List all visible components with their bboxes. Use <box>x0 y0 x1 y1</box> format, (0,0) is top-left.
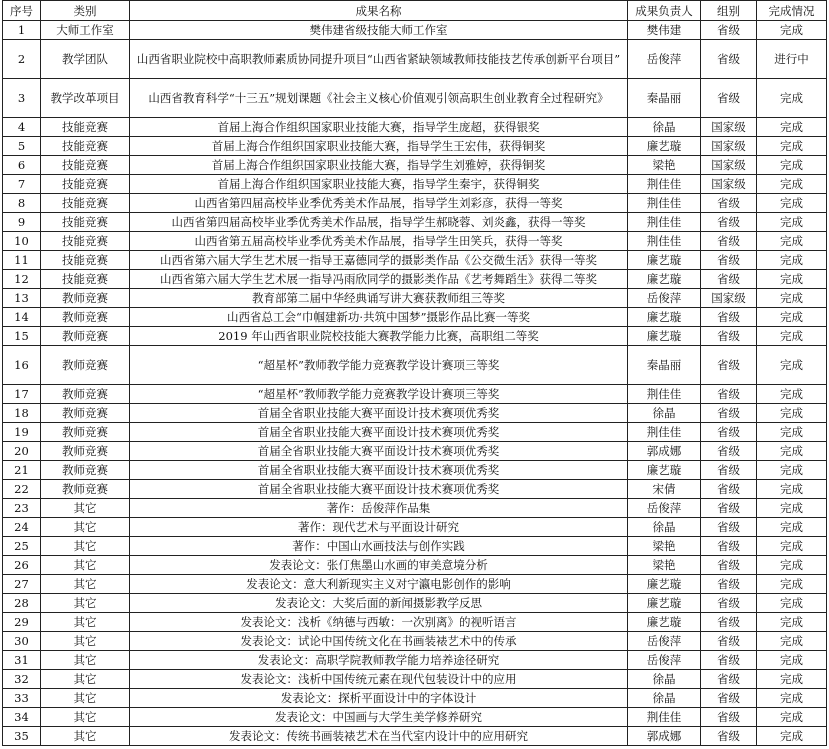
cell-level: 省级 <box>701 651 757 670</box>
cell-level: 省级 <box>701 499 757 518</box>
cell-title: 首届全省职业技能大赛平面设计技术赛项优秀奖 <box>130 461 628 480</box>
cell-no: 27 <box>3 575 41 594</box>
cell-no: 15 <box>3 327 41 346</box>
cell-owner: 廉艺璇 <box>628 270 701 289</box>
cell-level: 省级 <box>701 594 757 613</box>
cell-level: 省级 <box>701 556 757 575</box>
cell-no: 25 <box>3 537 41 556</box>
cell-no: 30 <box>3 632 41 651</box>
cell-status: 完成 <box>757 232 827 251</box>
cell-level: 省级 <box>701 251 757 270</box>
cell-status: 完成 <box>757 404 827 423</box>
table-row <box>3 21 827 40</box>
cell-no: 29 <box>3 613 41 632</box>
cell-owner: 廉艺璇 <box>628 461 701 480</box>
cell-level: 省级 <box>701 270 757 289</box>
table-row <box>3 613 827 632</box>
cell-no: 11 <box>3 251 41 270</box>
cell-status: 完成 <box>757 651 827 670</box>
cell-title: 首届全省职业技能大赛平面设计技术赛项优秀奖 <box>130 442 628 461</box>
cell-level: 国家级 <box>701 156 757 175</box>
cell-category: 技能竞赛 <box>41 270 130 289</box>
cell-status: 完成 <box>757 518 827 537</box>
cell-status: 完成 <box>757 537 827 556</box>
cell-owner: 徐晶 <box>628 118 701 137</box>
cell-no: 6 <box>3 156 41 175</box>
cell-status: 完成 <box>757 194 827 213</box>
cell-owner: 廉艺璇 <box>628 327 701 346</box>
cell-status: 完成 <box>757 670 827 689</box>
cell-owner: 荆佳佳 <box>628 213 701 232</box>
table-row <box>3 40 827 79</box>
cell-no: 4 <box>3 118 41 137</box>
cell-status: 完成 <box>757 175 827 194</box>
cell-owner: 梁艳 <box>628 537 701 556</box>
cell-title: 首届全省职业技能大赛平面设计技术赛项优秀奖 <box>130 480 628 499</box>
header-category: 类别 <box>41 1 130 21</box>
cell-title: 发表论文：张仃焦墨山水画的审美意境分析 <box>130 556 628 575</box>
cell-status: 完成 <box>757 156 827 175</box>
cell-no: 34 <box>3 708 41 727</box>
cell-category: 技能竞赛 <box>41 156 130 175</box>
cell-category: 教师竞赛 <box>41 461 130 480</box>
cell-title: 发表论文：浅析中国传统元素在现代包装设计中的应用 <box>130 670 628 689</box>
cell-no: 9 <box>3 213 41 232</box>
table-row <box>3 385 827 404</box>
table-row <box>3 423 827 442</box>
cell-owner: 郭成娜 <box>628 442 701 461</box>
header-title: 成果名称 <box>130 1 628 21</box>
table-row <box>3 651 827 670</box>
cell-no: 33 <box>3 689 41 708</box>
table-row <box>3 442 827 461</box>
cell-level: 省级 <box>701 423 757 442</box>
header-no: 序号 <box>3 1 41 21</box>
cell-status: 完成 <box>757 213 827 232</box>
cell-category: 大师工作室 <box>41 21 130 40</box>
cell-status: 进行中 <box>757 40 827 79</box>
cell-category: 其它 <box>41 613 130 632</box>
cell-level: 省级 <box>701 442 757 461</box>
table-row <box>3 175 827 194</box>
cell-owner: 宋倩 <box>628 480 701 499</box>
cell-no: 8 <box>3 194 41 213</box>
table-row <box>3 689 827 708</box>
cell-no: 24 <box>3 518 41 537</box>
cell-category: 教师竞赛 <box>41 480 130 499</box>
cell-status: 完成 <box>757 346 827 385</box>
cell-status: 完成 <box>757 289 827 308</box>
cell-owner: 岳俊萍 <box>628 289 701 308</box>
cell-status: 完成 <box>757 613 827 632</box>
table-row <box>3 289 827 308</box>
cell-title: 山西省第五届高校毕业季优秀美术作品展，指导学生田笑兵，获得一等奖 <box>130 232 628 251</box>
cell-title: 发表论文：探析平面设计中的字体设计 <box>130 689 628 708</box>
table-row <box>3 156 827 175</box>
cell-owner: 徐晶 <box>628 404 701 423</box>
cell-no: 14 <box>3 308 41 327</box>
cell-no: 7 <box>3 175 41 194</box>
table-row <box>3 537 827 556</box>
cell-title: 樊伟建省级技能大师工作室 <box>130 21 628 40</box>
cell-category: 教师竞赛 <box>41 442 130 461</box>
cell-level: 省级 <box>701 21 757 40</box>
cell-category: 教师竞赛 <box>41 385 130 404</box>
cell-category: 其它 <box>41 518 130 537</box>
cell-category: 技能竞赛 <box>41 251 130 270</box>
table-row <box>3 727 827 746</box>
cell-no: 5 <box>3 137 41 156</box>
table-row <box>3 556 827 575</box>
cell-category: 技能竞赛 <box>41 232 130 251</box>
cell-level: 省级 <box>701 346 757 385</box>
table-header <box>3 1 827 21</box>
cell-status: 完成 <box>757 137 827 156</box>
cell-title: 山西省第六届大学生艺术展一指导冯雨欣同学的摄影类作品《艺考舞蹈生》获得二等奖 <box>130 270 628 289</box>
cell-no: 3 <box>3 79 41 118</box>
cell-level: 省级 <box>701 708 757 727</box>
cell-no: 35 <box>3 727 41 746</box>
cell-level: 省级 <box>701 613 757 632</box>
table-row <box>3 327 827 346</box>
cell-owner: 廉艺璇 <box>628 251 701 270</box>
header-row <box>3 1 827 21</box>
cell-category: 教学改革项目 <box>41 79 130 118</box>
cell-category: 其它 <box>41 727 130 746</box>
table-row <box>3 118 827 137</box>
cell-title: 著作：中国山水画技法与创作实践 <box>130 537 628 556</box>
cell-level: 省级 <box>701 79 757 118</box>
cell-owner: 徐晶 <box>628 689 701 708</box>
cell-level: 省级 <box>701 727 757 746</box>
cell-category: 其它 <box>41 499 130 518</box>
cell-owner: 廉艺璇 <box>628 575 701 594</box>
cell-level: 省级 <box>701 404 757 423</box>
cell-title: 山西省教育科学“十三五”规划课题《社会主义核心价值观引领高职生创业教育全过程研究》 <box>130 79 628 118</box>
cell-title: 发表论文：大奖后面的新闻摄影教学反思 <box>130 594 628 613</box>
cell-status: 完成 <box>757 385 827 404</box>
cell-level: 省级 <box>701 232 757 251</box>
cell-no: 10 <box>3 232 41 251</box>
cell-title: 2019 年山西省职业院校技能大赛教学能力比赛，高职组二等奖 <box>130 327 628 346</box>
table-row <box>3 499 827 518</box>
cell-owner: 廉艺璇 <box>628 308 701 327</box>
cell-title: 发表论文：高职学院教师教学能力培养途径研究 <box>130 651 628 670</box>
cell-level: 省级 <box>701 40 757 79</box>
cell-title: 山西省第六届大学生艺术展一指导王嘉德同学的摄影类作品《公交微生活》获得一等奖 <box>130 251 628 270</box>
cell-owner: 岳俊萍 <box>628 632 701 651</box>
cell-category: 教师竞赛 <box>41 423 130 442</box>
table-row <box>3 251 827 270</box>
cell-status: 完成 <box>757 423 827 442</box>
cell-owner: 岳俊萍 <box>628 499 701 518</box>
cell-category: 其它 <box>41 708 130 727</box>
achievements-table <box>2 0 827 746</box>
cell-level: 省级 <box>701 632 757 651</box>
cell-no: 28 <box>3 594 41 613</box>
cell-level: 省级 <box>701 689 757 708</box>
cell-status: 完成 <box>757 480 827 499</box>
cell-no: 21 <box>3 461 41 480</box>
table-row <box>3 404 827 423</box>
cell-owner: 荆佳佳 <box>628 194 701 213</box>
cell-level: 省级 <box>701 213 757 232</box>
cell-title: 发表论文：传统书画装裱艺术在当代室内设计中的应用研究 <box>130 727 628 746</box>
cell-level: 国家级 <box>701 118 757 137</box>
cell-category: 技能竞赛 <box>41 175 130 194</box>
cell-status: 完成 <box>757 594 827 613</box>
cell-title: 首届上海合作组织国家职业技能大赛，指导学生秦宇，获得铜奖 <box>130 175 628 194</box>
cell-category: 其它 <box>41 537 130 556</box>
cell-title: 著作：现代艺术与平面设计研究 <box>130 518 628 537</box>
table-row <box>3 594 827 613</box>
cell-level: 省级 <box>701 308 757 327</box>
header-owner: 成果负责人 <box>628 1 701 21</box>
cell-owner: 岳俊萍 <box>628 651 701 670</box>
cell-owner: 徐晶 <box>628 518 701 537</box>
table-row <box>3 708 827 727</box>
cell-category: 教师竞赛 <box>41 327 130 346</box>
cell-title: 发表论文：浅析《纳德与西敏：一次别离》的视听语言 <box>130 613 628 632</box>
cell-title: 发表论文：意大利新现实主义对宁瀛电影创作的影响 <box>130 575 628 594</box>
cell-status: 完成 <box>757 118 827 137</box>
cell-status: 完成 <box>757 442 827 461</box>
table-row <box>3 270 827 289</box>
cell-status: 完成 <box>757 689 827 708</box>
cell-category: 其它 <box>41 651 130 670</box>
cell-owner: 荆佳佳 <box>628 423 701 442</box>
cell-status: 完成 <box>757 727 827 746</box>
cell-no: 32 <box>3 670 41 689</box>
table-row <box>3 670 827 689</box>
cell-status: 完成 <box>757 308 827 327</box>
cell-title: 发表论文：试论中国传统文化在书画装裱艺术中的传承 <box>130 632 628 651</box>
cell-owner: 郭成娜 <box>628 727 701 746</box>
table-body <box>3 21 827 746</box>
cell-category: 教师竞赛 <box>41 289 130 308</box>
cell-status: 完成 <box>757 575 827 594</box>
cell-status: 完成 <box>757 708 827 727</box>
cell-no: 16 <box>3 346 41 385</box>
cell-status: 完成 <box>757 632 827 651</box>
cell-no: 22 <box>3 480 41 499</box>
table-row <box>3 308 827 327</box>
cell-owner: 秦晶丽 <box>628 346 701 385</box>
cell-owner: 徐晶 <box>628 670 701 689</box>
cell-title: 教育部第二届中华经典诵写讲大赛获教师组三等奖 <box>130 289 628 308</box>
cell-title: 首届上海合作组织国家职业技能大赛，指导学生王宏伟，获得铜奖 <box>130 137 628 156</box>
cell-category: 其它 <box>41 689 130 708</box>
cell-title: 首届全省职业技能大赛平面设计技术赛项优秀奖 <box>130 404 628 423</box>
cell-owner: 樊伟建 <box>628 21 701 40</box>
cell-title: “超星杯”教师教学能力竞赛教学设计赛项三等奖 <box>130 385 628 404</box>
table-row <box>3 346 827 385</box>
cell-level: 省级 <box>701 327 757 346</box>
cell-category: 技能竞赛 <box>41 137 130 156</box>
cell-title: 山西省总工会“巾帼建新功·共筑中国梦”摄影作品比赛一等奖 <box>130 308 628 327</box>
table-row <box>3 213 827 232</box>
cell-owner: 秦晶丽 <box>628 79 701 118</box>
cell-category: 技能竞赛 <box>41 213 130 232</box>
cell-title: 首届上海合作组织国家职业技能大赛，指导学生庞超，获得银奖 <box>130 118 628 137</box>
cell-no: 18 <box>3 404 41 423</box>
cell-level: 国家级 <box>701 289 757 308</box>
cell-owner: 荆佳佳 <box>628 175 701 194</box>
cell-level: 国家级 <box>701 175 757 194</box>
table-row <box>3 194 827 213</box>
cell-level: 省级 <box>701 575 757 594</box>
cell-level: 省级 <box>701 537 757 556</box>
cell-no: 12 <box>3 270 41 289</box>
cell-owner: 岳俊萍 <box>628 40 701 79</box>
table-row <box>3 575 827 594</box>
cell-title: 山西省职业院校中高职教师素质协同提升项目“山西省紧缺领域教师技能技艺传承创新平台项目” <box>130 40 628 79</box>
cell-category: 其它 <box>41 575 130 594</box>
cell-category: 技能竞赛 <box>41 194 130 213</box>
cell-status: 完成 <box>757 270 827 289</box>
cell-owner: 荆佳佳 <box>628 385 701 404</box>
cell-owner: 梁艳 <box>628 556 701 575</box>
cell-title: 山西省第四届高校毕业季优秀美术作品展，指导学生郝晓蓉、刘炎鑫，获得一等奖 <box>130 213 628 232</box>
cell-status: 完成 <box>757 327 827 346</box>
header-status: 完成情况 <box>757 1 827 21</box>
cell-owner: 梁艳 <box>628 156 701 175</box>
table-row <box>3 232 827 251</box>
table-row <box>3 137 827 156</box>
cell-category: 教师竞赛 <box>41 404 130 423</box>
cell-status: 完成 <box>757 79 827 118</box>
cell-title: 著作：岳俊萍作品集 <box>130 499 628 518</box>
cell-title: 山西省第四届高校毕业季优秀美术作品展，指导学生刘彩彦，获得一等奖 <box>130 194 628 213</box>
cell-title: “超星杯”教师教学能力竞赛教学设计赛项三等奖 <box>130 346 628 385</box>
cell-level: 省级 <box>701 670 757 689</box>
table-row <box>3 79 827 118</box>
cell-status: 完成 <box>757 556 827 575</box>
cell-category: 技能竞赛 <box>41 118 130 137</box>
cell-status: 完成 <box>757 251 827 270</box>
cell-status: 完成 <box>757 21 827 40</box>
cell-no: 13 <box>3 289 41 308</box>
cell-owner: 廉艺璇 <box>628 594 701 613</box>
cell-no: 17 <box>3 385 41 404</box>
cell-category: 教师竞赛 <box>41 346 130 385</box>
cell-owner: 廉艺璇 <box>628 613 701 632</box>
table-row <box>3 461 827 480</box>
cell-category: 其它 <box>41 556 130 575</box>
cell-no: 1 <box>3 21 41 40</box>
cell-category: 教师竞赛 <box>41 308 130 327</box>
cell-no: 20 <box>3 442 41 461</box>
cell-owner: 廉艺璇 <box>628 137 701 156</box>
cell-category: 其它 <box>41 670 130 689</box>
cell-category: 其它 <box>41 594 130 613</box>
cell-no: 23 <box>3 499 41 518</box>
cell-title: 首届上海合作组织国家职业技能大赛，指导学生刘雅婷，获得铜奖 <box>130 156 628 175</box>
cell-no: 26 <box>3 556 41 575</box>
cell-level: 省级 <box>701 480 757 499</box>
table-row <box>3 480 827 499</box>
cell-category: 其它 <box>41 632 130 651</box>
cell-no: 2 <box>3 40 41 79</box>
cell-status: 完成 <box>757 499 827 518</box>
cell-level: 国家级 <box>701 137 757 156</box>
cell-owner: 荆佳佳 <box>628 708 701 727</box>
table-row <box>3 632 827 651</box>
cell-status: 完成 <box>757 461 827 480</box>
cell-category: 教学团队 <box>41 40 130 79</box>
cell-no: 31 <box>3 651 41 670</box>
cell-level: 省级 <box>701 385 757 404</box>
cell-level: 省级 <box>701 194 757 213</box>
table-row <box>3 518 827 537</box>
header-level: 组别 <box>701 1 757 21</box>
cell-no: 19 <box>3 423 41 442</box>
cell-title: 发表论文：中国画与大学生美学修养研究 <box>130 708 628 727</box>
cell-owner: 荆佳佳 <box>628 232 701 251</box>
cell-level: 省级 <box>701 461 757 480</box>
cell-title: 首届全省职业技能大赛平面设计技术赛项优秀奖 <box>130 423 628 442</box>
cell-level: 省级 <box>701 518 757 537</box>
